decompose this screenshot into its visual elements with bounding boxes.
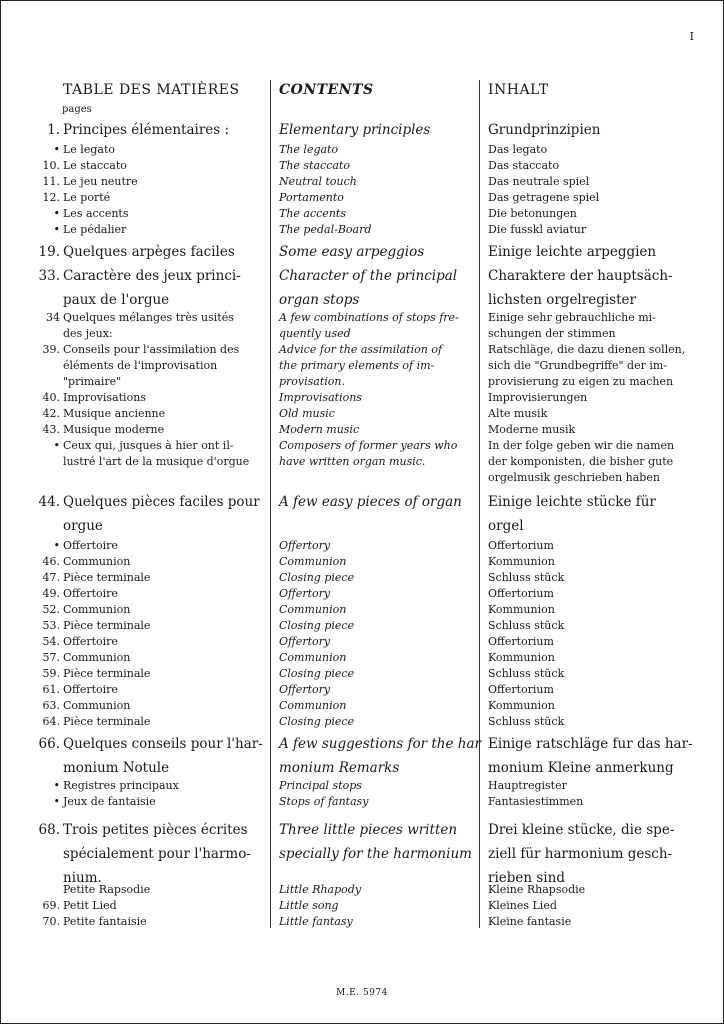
toc-german-text: Das legato [488,143,548,156]
column-divider-1 [270,80,271,928]
toc-english-text: Composers of former years who have written organ music. [279,439,458,468]
toc-french-text: Registres principaux [63,779,179,792]
toc-english-text: Modern music [279,423,360,436]
toc-french-text: Pièce terminale [63,667,151,680]
toc-page-number: • [53,795,60,808]
toc-english-text: Portamento [279,191,344,204]
toc-french-text: Quelques arpèges faciles [63,244,235,260]
toc-french-text: Offertoire [63,539,118,552]
toc-french-text: Communion [63,555,131,568]
toc-english-text: The legato [279,143,339,156]
toc-french-text: Le legato [63,143,115,156]
toc-french-text: Quelques mélanges très usités des jeux: [63,311,234,340]
toc-page-number: 70. [42,915,60,928]
toc-french-text: Communion [63,603,131,616]
toc-english-text: Advice for the assimilation of the primary elements of im- provisation. [279,343,443,388]
toc-page-number: 54. [42,635,60,648]
toc-german-text: Grundprinzipien [488,122,601,138]
toc-german-text: Kommunion [488,603,555,616]
toc-french-text: Le staccato [63,159,127,172]
toc-english-text: Improvisations [279,391,362,404]
toc-german-text: Kleine Rhapsodie [488,883,586,896]
toc-german-text: Hauptregister [488,779,567,792]
toc-page-number: 57. [42,651,60,664]
column-divider-2 [479,80,480,928]
toc-english-text: Closing piece [279,619,355,632]
toc-german-text: Improvisierungen [488,391,588,404]
toc-page-number: 39. [42,343,60,356]
toc-english-text: Elementary principles [279,122,431,138]
toc-page-number: 12. [42,191,60,204]
toc-english-text: Communion [279,651,347,664]
toc-german-text: Kommunion [488,651,555,664]
toc-english-text: Offertory [279,683,331,696]
toc-english-text: Some easy arpeggios [279,244,425,260]
toc-page-number: 49. [42,587,60,600]
header-german: INHALT [488,82,549,98]
toc-french-text: Petit Lied [63,899,117,912]
toc-page-number: 64. [42,715,60,728]
toc-english-text: Little Rhapody [279,883,362,896]
toc-english-text: Offertory [279,539,331,552]
toc-page-number: 53. [42,619,60,632]
toc-english-text: The staccato [279,159,350,172]
toc-page-number: 66. [38,736,60,752]
toc-french-text: Musique ancienne [63,407,166,420]
toc-german-text: Kleines Lied [488,899,557,912]
toc-german-text: Kommunion [488,699,555,712]
toc-english-text: A few combinations of stops fre- quently used [279,311,459,340]
toc-german-text: Schluss stück [488,715,565,728]
toc-page-number: 10. [42,159,60,172]
toc-french-text: Offertoire [63,587,118,600]
toc-page-number: 63. [42,699,60,712]
toc-page-number: • [53,539,60,552]
toc-french-text: Les accents [63,207,129,220]
toc-english-text: Principal stops [279,779,362,792]
toc-french-text: Le jeu neutre [63,175,138,188]
toc-page-number: 11. [42,175,60,188]
toc-page-number: • [53,143,60,156]
toc-german-text: Fantasiestimmen [488,795,584,808]
toc-english-text: A few suggestions for the har monium Remarks [279,736,481,776]
toc-french-text: Offertoire [63,683,118,696]
toc-page-number: 52. [42,603,60,616]
toc-german-text: Das neutrale spiel [488,175,590,188]
toc-english-text: Three little pieces written specially for the harmonium [279,822,472,862]
toc-french-text: Conseils pour l'assimilation des éléments de l'improvisation "primaire" [63,343,240,388]
header-english: CONTENTS [279,82,374,98]
toc-english-text: Little fantasy [279,915,353,928]
toc-english-text: Offertory [279,587,331,600]
toc-german-text: Offertorium [488,539,554,552]
toc-english-text: Closing piece [279,715,355,728]
toc-german-text: Alte musik [488,407,548,420]
toc-french-text: Caractère des jeux princi- paux de l'orgue [63,268,241,308]
toc-german-text: Die betonungen [488,207,577,220]
toc-german-text: Schluss stück [488,571,565,584]
toc-page-number: • [53,223,60,236]
toc-german-text: Moderne musik [488,423,576,436]
toc-english-text: Old music [279,407,335,420]
toc-page-number: 42. [42,407,60,420]
toc-english-text: Communion [279,555,347,568]
toc-french-text: Communion [63,699,131,712]
toc-english-text: The accents [279,207,346,220]
toc-german-text: Die fusskl aviatur [488,223,587,236]
toc-german-text: Ratschläge, die dazu dienen sollen, sich die "Grundbegriffe" der im- provisierung zu eigen zu machen [488,343,686,388]
toc-english-text: Character of the principal organ stops [279,268,458,308]
toc-german-text: Schluss stück [488,667,565,680]
toc-french-text: Le pédalier [63,223,127,236]
toc-page-number: 59. [42,667,60,680]
toc-english-text: Offertory [279,635,331,648]
toc-english-text: Communion [279,603,347,616]
toc-english-text: Neutral touch [279,175,357,188]
toc-page-number: 68. [38,822,60,838]
catalog-number: M.E. 5974 [336,988,388,998]
toc-french-text: Musique moderne [63,423,165,436]
toc-page-number: 46. [42,555,60,568]
toc-page-number: 69. [42,899,60,912]
toc-french-text: Communion [63,651,131,664]
toc-french-text: Pièce terminale [63,619,151,632]
toc-page-number: 40. [42,391,60,404]
toc-english-text: Closing piece [279,571,355,584]
toc-page-number: • [53,779,60,792]
toc-english-text: Stops of fantasy [279,795,369,808]
toc-french-text: Improvisations [63,391,146,404]
toc-french-text: Ceux qui, jusques à hier ont il- lustré l'art de la musique d'orgue [63,439,250,468]
toc-page-number: 33. [38,268,60,284]
toc-english-text: The pedal-Board [279,223,372,236]
toc-german-text: Charaktere der hauptsäch- lichsten orgelregister [488,268,673,308]
toc-page-number: 34 [46,311,60,324]
toc-french-text: Offertoire [63,635,118,648]
toc-french-text: Principes élémentaires : [63,122,230,138]
toc-french-text: Le porté [63,191,111,204]
toc-page-number: 19. [38,244,60,260]
toc-french-text: Trois petites pièces écrites spécialement pour l'harmo- nium. [63,822,251,886]
toc-english-text: A few easy pieces of organ [279,494,462,510]
toc-french-text: Pièce terminale [63,571,151,584]
toc-german-text: Einige sehr gebrauchliche mi- schungen der stimmen [488,311,656,340]
toc-page-number: 44. [38,494,60,510]
toc-page-number: 47. [42,571,60,584]
toc-german-text: Offertorium [488,587,554,600]
toc-page-number: 43. [42,423,60,436]
toc-german-text: Offertorium [488,683,554,696]
toc-english-text: Communion [279,699,347,712]
toc-german-text: Schluss stück [488,619,565,632]
toc-german-text: In der folge geben wir die namen der komponisten, die bisher gute orgelmusik geschrieben haben [488,439,675,484]
toc-french-text: Jeux de fantaisie [63,795,156,808]
page-number: I [689,30,694,43]
pages-label: pages [62,104,92,115]
toc-page-number: • [53,439,60,452]
toc-german-text: Das staccato [488,159,560,172]
toc-german-text: Einige ratschläge fur das har- monium Kleine anmerkung [488,736,693,776]
toc-french-text: Quelques pièces faciles pour orgue [63,494,260,534]
toc-german-text: Offertorium [488,635,554,648]
header-french: TABLE DES MATIÈRES [63,82,240,98]
toc-page-number: 1. [47,122,60,138]
toc-french-text: Petite fantaisie [63,915,147,928]
toc-german-text: Das getragene spiel [488,191,600,204]
toc-english-text: Little song [279,899,339,912]
toc-german-text: Drei kleine stücke, die spe- ziell für harmonium gesch- rieben sind [488,822,675,886]
toc-page-number: 61. [42,683,60,696]
toc-german-text: Kommunion [488,555,555,568]
toc-french-text: Quelques conseils pour l'har- monium Notule [63,736,263,776]
toc-french-text: Pièce terminale [63,715,151,728]
toc-french-text: Petite Rapsodie [63,883,151,896]
toc-english-text: Closing piece [279,667,355,680]
toc-german-text: Einige leichte arpeggien [488,244,657,260]
toc-german-text: Einige leichte stücke für orgel [488,494,656,534]
toc-page-number: • [53,207,60,220]
toc-german-text: Kleine fantasie [488,915,572,928]
